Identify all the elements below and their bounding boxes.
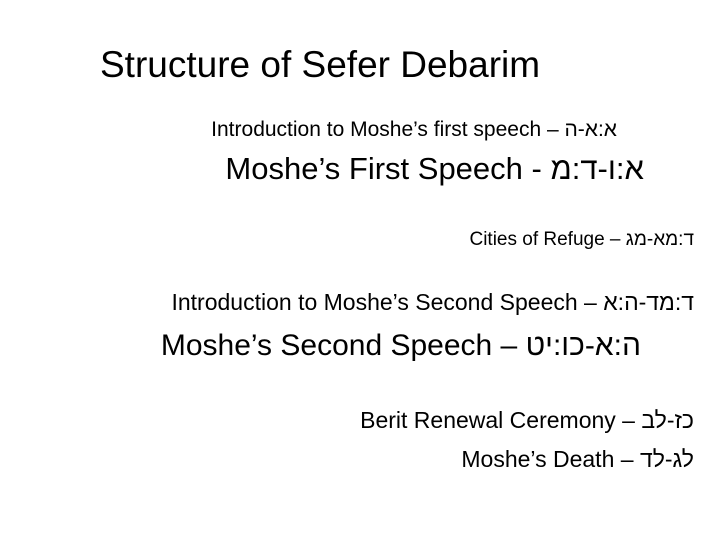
berit-renewal-line: Berit Renewal Ceremony – כז-לב <box>360 407 694 433</box>
first-speech-line: Moshe’s First Speech - א:ו-ד:מ <box>225 151 644 186</box>
intro-first-speech-line: Introduction to Moshe’s first speech – א:א-ה <box>211 118 617 141</box>
second-speech-line: Moshe’s Second Speech – ה:א-כו:יט <box>160 329 641 362</box>
cities-of-refuge-line: Cities of Refuge – ד:מא-מג <box>469 229 694 250</box>
moshe-death-line: Moshe’s Death – לג-לד <box>461 446 694 472</box>
slide-title: Structure of Sefer Debarim <box>100 44 541 85</box>
intro-second-speech-line: Introduction to Moshe’s Second Speech – ד:מד-ה:א <box>171 289 694 315</box>
